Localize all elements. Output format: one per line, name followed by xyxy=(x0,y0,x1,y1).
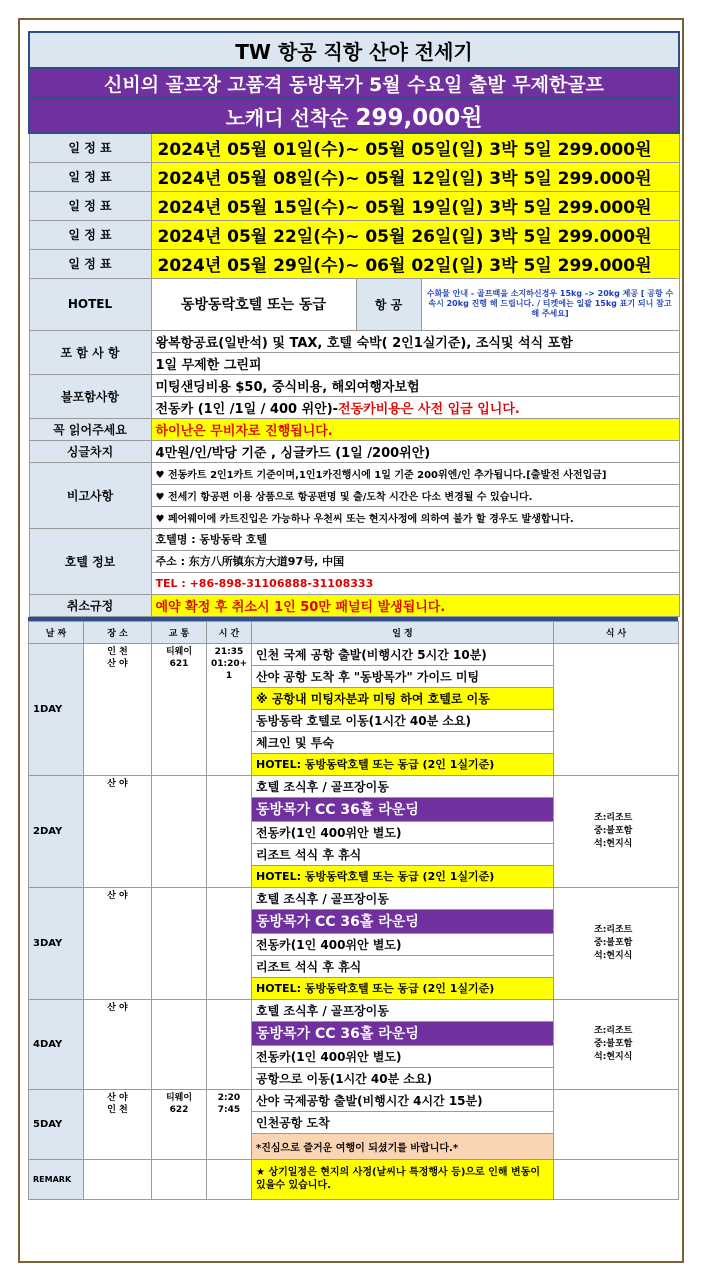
header-meal: 식 사 xyxy=(554,621,679,643)
notes-label: 비고사항 xyxy=(29,462,151,528)
departure-time: 2:20 xyxy=(217,1092,241,1103)
itinerary-hotel: HOTEL: 동방동락호텔 또는 동급 (2인 1실기준) xyxy=(252,753,554,775)
day-label: 2DAY xyxy=(29,775,84,887)
excluded-prepay-note: 전동카비용은 사전 입금 입니다. xyxy=(338,401,520,417)
place-arrival: 산 야 xyxy=(107,658,128,669)
itinerary-hotel: HOTEL: 동방동락호텔 또는 동급 (2인 1실기준) xyxy=(252,865,554,887)
day-place xyxy=(84,643,152,775)
day-transport xyxy=(152,643,207,775)
promo-line-1: 신비의 골프장 고품격 동방목가 5월 수요일 출발 무제한골프 xyxy=(29,68,679,98)
itinerary-table xyxy=(28,621,679,1200)
included-line-2: 1일 무제한 그린피 xyxy=(151,352,679,374)
day-transport xyxy=(152,887,207,999)
airline-name: 티웨이 xyxy=(165,1092,193,1103)
remark-empty xyxy=(554,1159,679,1199)
day-meal xyxy=(554,1089,679,1159)
day-time xyxy=(207,775,252,887)
itinerary-golf: 동방목가 CC 36홀 라운딩 xyxy=(252,797,554,821)
remark-empty xyxy=(207,1159,252,1199)
itinerary-item: 공항으로 이동(1시간 40분 소요) xyxy=(252,1067,554,1089)
excluded-line-1: 미팅샌딩비용 $50, 중식비용, 해외여행자보험 xyxy=(151,374,679,396)
tour-document xyxy=(28,31,678,1200)
itinerary-item: 체크인 및 투숙 xyxy=(252,731,554,753)
itinerary-item: 전동카(1인 400위안 별도) xyxy=(252,933,554,955)
day-transport xyxy=(152,1089,207,1159)
airline-label: 항 공 xyxy=(356,278,421,330)
itinerary-item: 인천공항 도착 xyxy=(252,1111,554,1133)
place-arrival: 인 천 xyxy=(107,1104,128,1115)
airline-name: 티웨이 xyxy=(165,646,193,657)
meal-dinner: 석:현지식 xyxy=(594,950,633,961)
meal-lunch: 중:불포함 xyxy=(594,825,633,836)
header-place: 장 소 xyxy=(84,621,152,643)
itinerary-hotel: HOTEL: 동방동락호텔 또는 동급 (2인 1실기준) xyxy=(252,977,554,999)
day-place: 산 야 xyxy=(84,775,152,887)
day-transport xyxy=(152,999,207,1089)
meal-breakfast: 조:리조트 xyxy=(594,812,633,823)
promo-line-2 xyxy=(29,98,679,133)
day-place: 산 야 xyxy=(84,999,152,1089)
itinerary-item: 호텔 조식후 / 골프장이동 xyxy=(252,775,554,797)
header-date: 날 짜 xyxy=(29,621,84,643)
day-meal xyxy=(554,643,679,775)
day-time xyxy=(207,999,252,1089)
promo-price: 299,000원 xyxy=(355,105,483,131)
day-label: 1DAY xyxy=(29,643,84,775)
day-time xyxy=(207,643,252,775)
excluded-line-2 xyxy=(151,396,679,418)
single-charge-label: 싱글차지 xyxy=(29,440,151,462)
baggage-note: 수화물 안내 - 골프백을 소지하신경우 15kg -> 20kg 제공 [ 공항 수속시 20kg 진행 해 드립니다. / 티켓에는 일괄 15kg 표기 되니 참고 해 주세요] xyxy=(421,278,679,330)
schedule-label: 일 정 표 xyxy=(29,191,151,220)
hotel-info-label: 호텔 정보 xyxy=(29,528,151,594)
hotel-info-address: 주소 : 东方八所镇东方大道97号, 中国 xyxy=(151,550,679,572)
day-label: 4DAY xyxy=(29,999,84,1089)
itinerary-item: 호텔 조식후 / 골프장이동 xyxy=(252,999,554,1021)
itinerary-golf: 동방목가 CC 36홀 라운딩 xyxy=(252,1021,554,1045)
cancel-label: 취소규정 xyxy=(29,594,151,616)
info-table xyxy=(28,31,680,617)
schedule-row: 2024년 05월 22일(수)~ 05월 26일(일) 3박 5일 299.000원 xyxy=(151,220,679,249)
day-place: 산 야 xyxy=(84,887,152,999)
day-transport xyxy=(152,775,207,887)
must-read-text: 하이난은 무비자로 진행됩니다. xyxy=(151,418,679,440)
itinerary-item: 전동카(1인 400위안 별도) xyxy=(252,821,554,843)
meal-dinner: 석:현지식 xyxy=(594,1051,633,1062)
arrival-time: 01:20+ xyxy=(211,658,248,669)
excluded-label: 불포함사항 xyxy=(29,374,151,418)
meal-lunch: 중:불포함 xyxy=(594,1038,633,1049)
remark-text: ★ 상기일정은 현지의 사정(날씨나 특정행사 등)으로 인해 변동이 있을수 있습니다. xyxy=(252,1159,554,1199)
meal-lunch: 중:불포함 xyxy=(594,937,633,948)
day-meal xyxy=(554,775,679,887)
itinerary-item: 호텔 조식후 / 골프장이동 xyxy=(252,887,554,909)
header-time: 시 간 xyxy=(207,621,252,643)
note-item: ♥ 전세기 항공편 이용 상품으로 항공편명 및 출/도착 시간은 다소 변경될 수 있습니다. xyxy=(151,484,679,506)
hotel-info-name: 호텔명 : 동방동락 호텔 xyxy=(151,528,679,550)
header-transport: 교 통 xyxy=(152,621,207,643)
itinerary-item: ※ 공항내 미팅자분과 미팅 하여 호텔로 이동 xyxy=(252,687,554,709)
flight-number: 622 xyxy=(169,1104,189,1115)
remark-empty xyxy=(84,1159,152,1199)
day-time xyxy=(207,1089,252,1159)
itinerary-item: 산야 국제공항 출발(비행시간 4시간 15분) xyxy=(252,1089,554,1111)
place-departure: 산 야 xyxy=(107,1092,128,1103)
day-label: 3DAY xyxy=(29,887,84,999)
itinerary-golf: 동방목가 CC 36홀 라운딩 xyxy=(252,909,554,933)
itinerary-item: 리조트 석식 후 휴식 xyxy=(252,955,554,977)
meal-breakfast: 조:리조트 xyxy=(594,1025,633,1036)
day-meal xyxy=(554,999,679,1089)
flight-number: 621 xyxy=(169,658,189,669)
itinerary-item: 전동카(1인 400위안 별도) xyxy=(252,1045,554,1067)
day-time xyxy=(207,887,252,999)
note-item: ♥ 페어웨이에 카트진입은 가능하나 우천씨 또는 현지사정에 의하여 불가 할 경우도 발생합니다. xyxy=(151,506,679,528)
schedule-label: 일 정 표 xyxy=(29,220,151,249)
place-departure: 인 천 xyxy=(107,646,128,657)
remark-label: REMARK xyxy=(29,1159,84,1199)
single-charge-text: 4만원/인/박당 기준 , 싱글카드 (1일 /200위안) xyxy=(151,440,679,462)
itinerary-item: 산야 공항 도착 후 "동방목가" 가이드 미팅 xyxy=(252,665,554,687)
arrival-time: 7:45 xyxy=(217,1104,241,1115)
included-line-1: 왕복항공료(일반석) 및 TAX, 호텔 숙박( 2인1실기준), 조식및 석식 포함 xyxy=(151,330,679,352)
day-label: 5DAY xyxy=(29,1089,84,1159)
page-title: TW 항공 직항 산야 전세기 xyxy=(29,32,679,68)
itinerary-item: 리조트 석식 후 휴식 xyxy=(252,843,554,865)
hotel-name: 동방동락호텔 또는 동급 xyxy=(151,278,356,330)
cancel-text: 예약 확정 후 취소시 1인 50만 패널티 발생됩니다. xyxy=(151,594,679,616)
itinerary-item: 인천 국제 공항 출발(비행시간 5시간 10분) xyxy=(252,643,554,665)
meal-dinner: 석:현지식 xyxy=(594,838,633,849)
schedule-label: 일 정 표 xyxy=(29,133,151,162)
schedule-label: 일 정 표 xyxy=(29,249,151,278)
day-place xyxy=(84,1089,152,1159)
farewell-message: *진심으로 즐거운 여행이 되셨기를 바랍니다.* xyxy=(252,1133,554,1159)
must-read-label: 꼭 읽어주세요 xyxy=(29,418,151,440)
departure-time: 21:35 xyxy=(214,646,244,657)
day-meal xyxy=(554,887,679,999)
note-item: ♥ 전동카트 2인1카트 기준이며,1인1카진행시에 1일 기준 200위엔/인 추가됩니다.[출발전 사전입금] xyxy=(151,462,679,484)
itinerary-item: 동방동락 호텔로 이동(1시간 40분 소요) xyxy=(252,709,554,731)
excluded-cart-fee: 전동카 (1인 /1일 / 400 위안)- xyxy=(155,401,339,417)
header-schedule: 일 정 xyxy=(252,621,554,643)
hotel-info-tel: TEL : +86-898-31106888-31108333 xyxy=(151,572,679,594)
schedule-label: 일 정 표 xyxy=(29,162,151,191)
schedule-row: 2024년 05월 08일(수)~ 05월 12일(일) 3박 5일 299.000원 xyxy=(151,162,679,191)
included-label: 포 함 사 항 xyxy=(29,330,151,374)
schedule-row: 2024년 05월 29일(수)~ 06월 02일(일) 3박 5일 299.000원 xyxy=(151,249,679,278)
schedule-row: 2024년 05월 15일(수)~ 05월 19일(일) 3박 5일 299.000원 xyxy=(151,191,679,220)
schedule-row: 2024년 05월 01일(수)~ 05월 05일(일) 3박 5일 299.000원 xyxy=(151,133,679,162)
remark-empty xyxy=(152,1159,207,1199)
arrival-day-offset: 1 xyxy=(225,670,233,681)
promo-prefix: 노캐디 선착순 xyxy=(225,106,349,130)
hotel-label: HOTEL xyxy=(29,278,151,330)
meal-breakfast: 조:리조트 xyxy=(594,924,633,935)
